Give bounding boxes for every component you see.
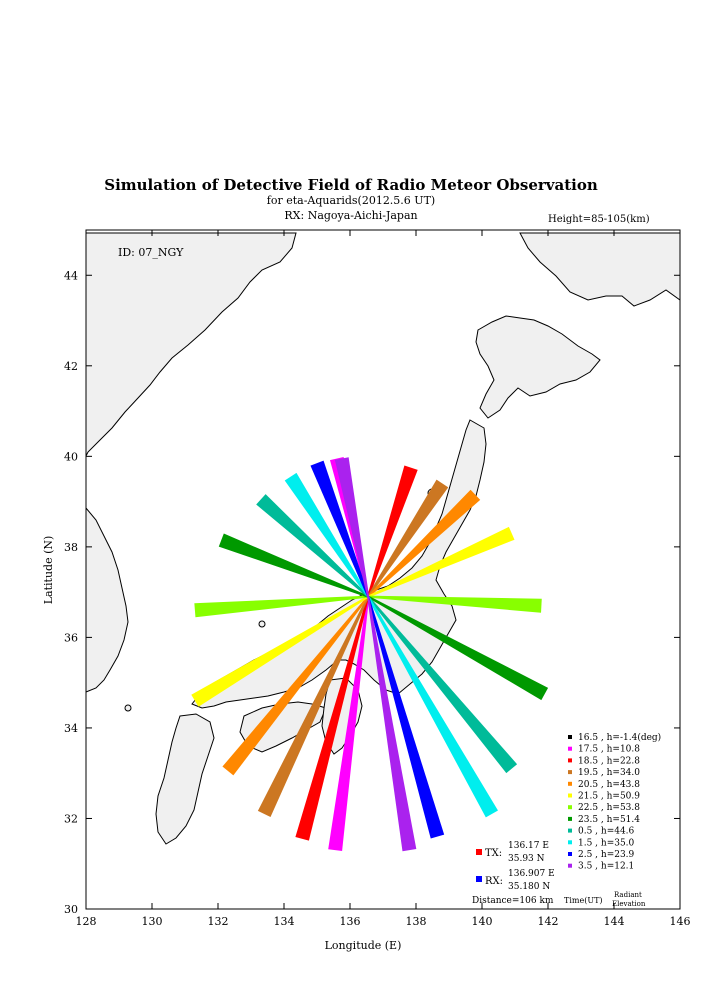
y-tick-label: 38 bbox=[64, 540, 78, 554]
chart-title: Simulation of Detective Field of Radio Meteor Observation bbox=[104, 176, 598, 194]
distance-label: Distance=106 km bbox=[472, 896, 554, 906]
legend-swatch bbox=[568, 852, 572, 856]
legend-radiant-label: Radiant bbox=[614, 891, 642, 899]
tx-marker bbox=[476, 849, 482, 855]
tx-lat: 35.93 N bbox=[508, 854, 545, 864]
legend-entry: 21.5 , h=50.9 bbox=[578, 791, 640, 802]
sakhalin-land bbox=[520, 233, 680, 306]
height-label: Height=85-105(km) bbox=[548, 214, 650, 225]
legend-swatch bbox=[568, 864, 572, 868]
rx-lat: 35.180 N bbox=[508, 882, 551, 892]
x-tick-label: 144 bbox=[603, 915, 625, 928]
legend-swatch bbox=[568, 747, 572, 751]
legend-entry: 0.5 , h=44.6 bbox=[578, 826, 635, 837]
legend-swatch bbox=[568, 770, 572, 774]
y-tick-label: 32 bbox=[64, 812, 78, 826]
legend-swatch bbox=[568, 758, 572, 762]
x-tick-label: 140 bbox=[471, 915, 493, 928]
rx-lon: 136.907 E bbox=[508, 869, 555, 879]
legend-entry: 18.5 , h=22.8 bbox=[578, 756, 640, 767]
legend-entry: 1.5 , h=35.0 bbox=[578, 838, 635, 849]
y-tick-label: 36 bbox=[64, 631, 78, 645]
x-tick-label: 132 bbox=[207, 915, 229, 928]
legend-entry: 2.5 , h=23.9 bbox=[578, 850, 635, 860]
legend-swatch bbox=[568, 805, 572, 809]
x-tick-label: 128 bbox=[75, 915, 97, 928]
y-tick-label: 30 bbox=[64, 903, 78, 916]
y-tick-label: 44 bbox=[64, 269, 78, 283]
legend-swatch bbox=[568, 840, 572, 844]
mainland-asia-land bbox=[86, 233, 296, 456]
id-label: ID: 07_NGY bbox=[118, 246, 184, 259]
tx-label: TX: bbox=[485, 848, 503, 859]
korea-land bbox=[86, 508, 128, 692]
x-tick-label: 142 bbox=[537, 915, 559, 928]
legend bbox=[568, 732, 661, 872]
legend-swatch bbox=[568, 735, 572, 739]
kyushu-land bbox=[156, 714, 214, 844]
legend-elevation-label: Elevation bbox=[612, 900, 646, 908]
x-tick-label: 138 bbox=[405, 915, 427, 928]
legend-entry: 3.5 , h=12.1 bbox=[578, 861, 635, 872]
hokkaido-land bbox=[476, 316, 600, 418]
legend-entry: 19.5 , h=34.0 bbox=[578, 768, 640, 779]
rx-label: RX: bbox=[485, 876, 504, 887]
y-axis-label: Latitude (N) bbox=[42, 535, 55, 605]
legend-swatch bbox=[568, 817, 572, 821]
legend-entry: 16.5 , h=-1.4(deg) bbox=[578, 733, 662, 743]
chart-subtitle-receiver: RX: Nagoya-Aichi-Japan bbox=[284, 209, 418, 222]
legend-entry: 22.5 , h=53.8 bbox=[578, 803, 640, 814]
legend-swatch bbox=[568, 829, 572, 833]
legend-swatch bbox=[568, 794, 572, 798]
x-axis-label: Longitude (E) bbox=[324, 939, 402, 952]
chart-subtitle-event: for eta-Aquarids(2012.5.6 UT) bbox=[266, 194, 436, 207]
x-tick-label: 136 bbox=[339, 915, 361, 928]
legend-entry: 17.5 , h=10.8 bbox=[578, 744, 640, 755]
tx-lon: 136.17 E bbox=[508, 841, 549, 851]
legend-swatch bbox=[568, 782, 572, 786]
x-tick-label: 146 bbox=[669, 915, 691, 928]
y-tick-label: 34 bbox=[64, 721, 78, 735]
island-oki bbox=[259, 621, 265, 627]
rx-marker bbox=[476, 876, 482, 882]
legend-entry: 23.5 , h=51.4 bbox=[578, 814, 640, 825]
x-tick-label: 130 bbox=[141, 915, 163, 928]
legend-time-label: Time(UT) bbox=[564, 896, 603, 905]
x-tick-label: 134 bbox=[273, 915, 295, 928]
legend-entry: 20.5 , h=43.8 bbox=[578, 779, 640, 790]
y-tick-label: 42 bbox=[64, 359, 78, 373]
y-tick-label: 40 bbox=[64, 450, 78, 464]
island-tsushima bbox=[125, 705, 131, 711]
